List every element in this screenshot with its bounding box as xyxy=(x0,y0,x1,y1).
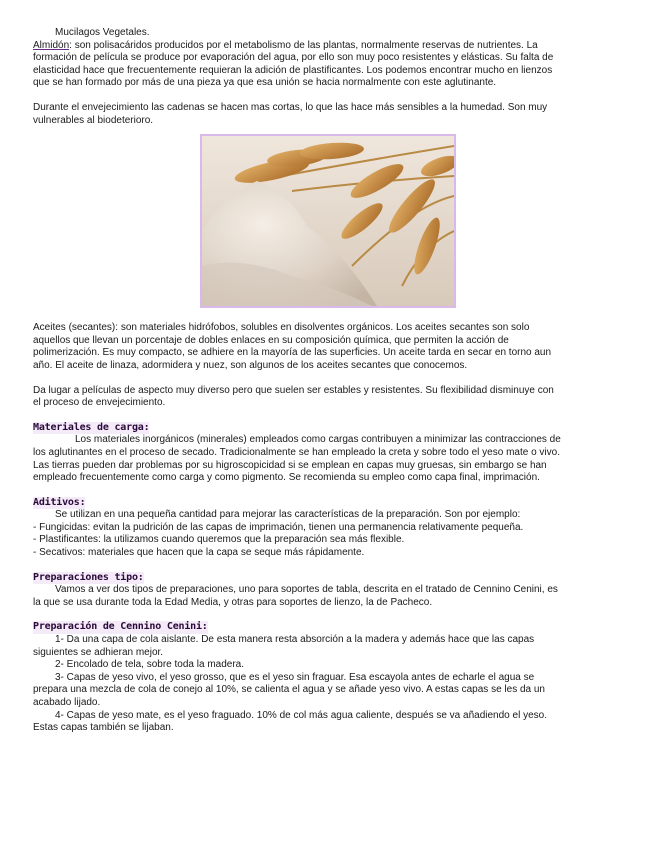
materiales-line-1: Los materiales inorgánicos (minerales) empleados como cargas contribuyen a minimizar las contracciones de xyxy=(75,434,561,446)
aging-line-2: vulnerables al biodeterioro. xyxy=(33,114,154,126)
aceites-line-1: Aceites (secantes): son materiales hidrófobos, solubles en disolventes orgánicos. Los aceites secantes son solo xyxy=(33,322,530,334)
flour-wheat-illustration xyxy=(202,136,454,306)
heading-preparacion-cennino-cenini: Preparación de Cennino Cenini: xyxy=(33,621,208,633)
materiales-line-4: empleado frecuentemente como carga y como pigmento. Se recomienda su empleo como capa final, imprimación. xyxy=(33,472,540,484)
almidon-term: Almidón xyxy=(33,39,70,51)
flour-and-wheat-image xyxy=(200,134,456,308)
aceites-line-4: año. El aceite de linaza, adormidera y nuez, son algunos de los aceites secantes que conocemos. xyxy=(33,359,468,371)
cennino-step-4-cont: Estas capas también se lijaban. xyxy=(33,722,174,734)
cennino-step-3: 3- Capas de yeso vivo, el yeso grosso, que es el yeso sin fraguar. Esa escayola antes de echarle el agua se xyxy=(55,671,535,683)
almidon-line-1: Almidón: son polisacáridos producidos por el metabolismo de las plantas, normalmente reservas de nutrientes. La xyxy=(33,39,538,51)
preparaciones-line-1: Vamos a ver dos tipos de preparaciones, uno para soportes de tabla, descrita en el tratado de Cennino Cenini, es xyxy=(55,584,558,596)
heading-aditivos: Aditivos: xyxy=(33,496,86,508)
document-page xyxy=(33,27,623,735)
preparaciones-line-2: la que se usa durante toda la Edad Media, y otras para soportes de lienzo, la de Pacheco. xyxy=(33,596,433,608)
cennino-step-2: 2- Encolado de tela, sobre toda la madera. xyxy=(55,659,245,671)
aditivos-item-fungicidas: - Fungicidas: evitan la pudrición de las capas de imprimación, tienen una permanencia relativamente pequeña. xyxy=(33,521,524,533)
almidon-line-2: formación de película se produce por evaporación del agua, por ello son muy poco resistentes y elásticas. Su falta de xyxy=(33,52,554,64)
materiales-line-3: Las tierras pueden dar problemas por su higroscopicidad si se emplean en capas muy gruesas, sin embargo se han xyxy=(33,459,547,471)
aceites-result-line-1: Da lugar a películas de aspecto muy diverso pero que suelen ser estables y resistentes. Su flexibilidad disminuye con xyxy=(33,384,554,396)
almidon-line-4: que se han formado por más de una pieza ya que esa unión se hacia normalmente con este aglutinante. xyxy=(33,77,497,89)
aditivos-intro: Se utilizan en una pequeña cantidad para mejorar las características de la preparación. Son por ejemplo: xyxy=(55,509,521,521)
heading-materiales-de-carga: Materiales de carga: xyxy=(33,421,150,433)
almidon-line-3: elasticidad hace que frecuentemente requieran la adición de plastificantes. Los podemos encontrar mucho en lienzos xyxy=(33,64,553,76)
aceites-line-3: polimerización. Es muy compacto, se adhiere en la mayoría de las superficies. Un aceite tarda en secar en torno aun xyxy=(33,347,552,359)
cennino-step-1: 1- Da una capa de cola aislante. De esta manera resta absorción a la madera y además hace que las capas xyxy=(55,634,535,646)
aging-line-1: Durante el envejecimiento las cadenas se hacen mas cortas, lo que las hace más sensibles a la humedad. Son muy xyxy=(33,101,548,113)
materiales-line-2: los aglutinantes en el proceso de secado. Tradicionalmente se han empleado la creta y sobre todo el yeso mate o vivo. xyxy=(33,446,560,458)
aditivos-item-plastificantes: - Plastificantes: la utilizamos cuando queremos que la preparación sea más flexible. xyxy=(33,534,405,546)
aditivos-item-secativos: - Secativos: materiales que hacen que la capa se seque más rápidamente. xyxy=(33,547,365,559)
aceites-line-2: aquellos que llevan un porcentaje de dobles enlaces en su composición química, que permiten la acción de xyxy=(33,334,509,346)
cennino-step-3-cont-1: prepara una mezcla de cola de conejo al 10%, se calienta el agua y se añade yeso vivo. A estas capas se les da un xyxy=(33,684,545,696)
aceites-result-line-2: el proceso de envejecimiento. xyxy=(33,397,166,409)
cennino-step-3-cont-2: acabado lijado. xyxy=(33,697,101,708)
cennino-step-1-cont: siguientes se adhieran mejor. xyxy=(33,646,164,658)
document-title: Mucilagos Vegetales. xyxy=(55,27,150,38)
cennino-step-4: 4- Capas de yeso mate, es el yeso fraguado. 10% de col más agua caliente, después se va añadiendo el yeso. xyxy=(55,709,547,721)
heading-preparaciones-tipo: Preparaciones tipo: xyxy=(33,571,144,583)
